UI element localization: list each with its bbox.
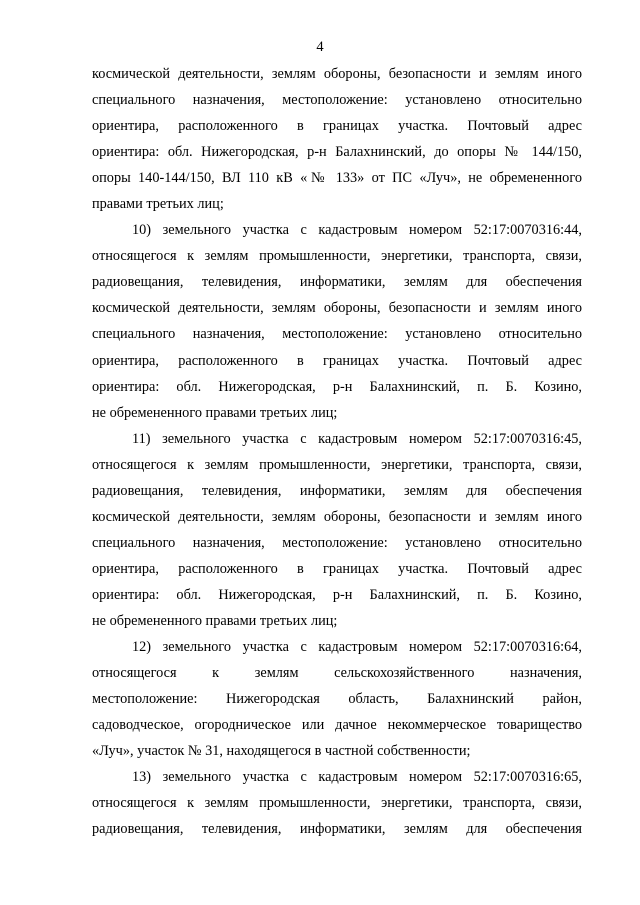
document-body [92,61,582,842]
text-line: «Луч», участок № 31, находящегося в частной собственности; [92,743,471,760]
text-line: относящегося к землям промышленности, энергетики, транспорта, связи, [92,795,582,812]
text-line: относящегося к землям сельскохозяйственного назначения, [92,665,582,682]
text-line: космической деятельности, землям обороны, безопасности и землям иного [92,300,582,317]
text-line: 10) земельного участка с кадастровым номером 52:17:0070316:44, [132,222,582,239]
text-line: радиовещания, телевидения, информатики, землям для обеспечения [92,482,582,499]
text-line: ориентира, расположенного в границах участка. Почтовый адрес [92,118,582,135]
text-line: космической деятельности, землям обороны, безопасности и землям иного [92,508,582,525]
text-line: садоводческое, огородническое или дачное некоммерческое товарищество [92,717,582,734]
text-line: специального назначения, местоположение: установлено относительно [92,92,582,109]
text-line: 11) земельного участка с кадастровым номером 52:17:0070316:45, [132,430,582,447]
text-line: радиовещания, телевидения, информатики, землям для обеспечения [92,821,582,838]
text-line: 13) земельного участка с кадастровым номером 52:17:0070316:65, [132,769,582,786]
text-line: местоположение: Нижегородская область, Балахнинский район, [92,691,582,708]
text-line: радиовещания, телевидения, информатики, землям для обеспечения [92,274,582,291]
page-number: 4 [316,39,324,55]
text-line: ориентира, расположенного в границах участка. Почтовый адрес [92,352,582,369]
text-line: не обремененного правами третьих лиц; [92,612,338,629]
text-line: космической деятельности, землям обороны, безопасности и землям иного [92,66,582,82]
text-line: специального назначения, местоположение: установлено относительно [92,326,582,343]
text-line: ориентира, расположенного в границах участка. Почтовый адрес [92,560,582,577]
text-line: не обремененного правами третьих лиц; [92,404,338,421]
text-line: опоры 140-144/150, ВЛ 110 кВ «№ 133» от ПС «Луч», не обремененного [92,170,582,187]
text-line: правами третьих лиц; [92,196,224,213]
text-line: относящегося к землям промышленности, энергетики, транспорта, связи, [92,456,582,473]
text-line: ориентира: обл. Нижегородская, р-н Балахнинский, до опоры № 144/150, [92,144,582,161]
text-line: относящегося к землям промышленности, энергетики, транспорта, связи, [92,248,582,265]
text-line: специального назначения, местоположение: установлено относительно [92,534,582,551]
text-line: ориентира: обл. Нижегородская, р-н Балахнинский, п. Б. Козино, [92,586,582,603]
text-line: ориентира: обл. Нижегородская, р-н Балахнинский, п. Б. Козино, [92,378,582,395]
text-line: 12) земельного участка с кадастровым номером 52:17:0070316:64, [132,639,582,656]
